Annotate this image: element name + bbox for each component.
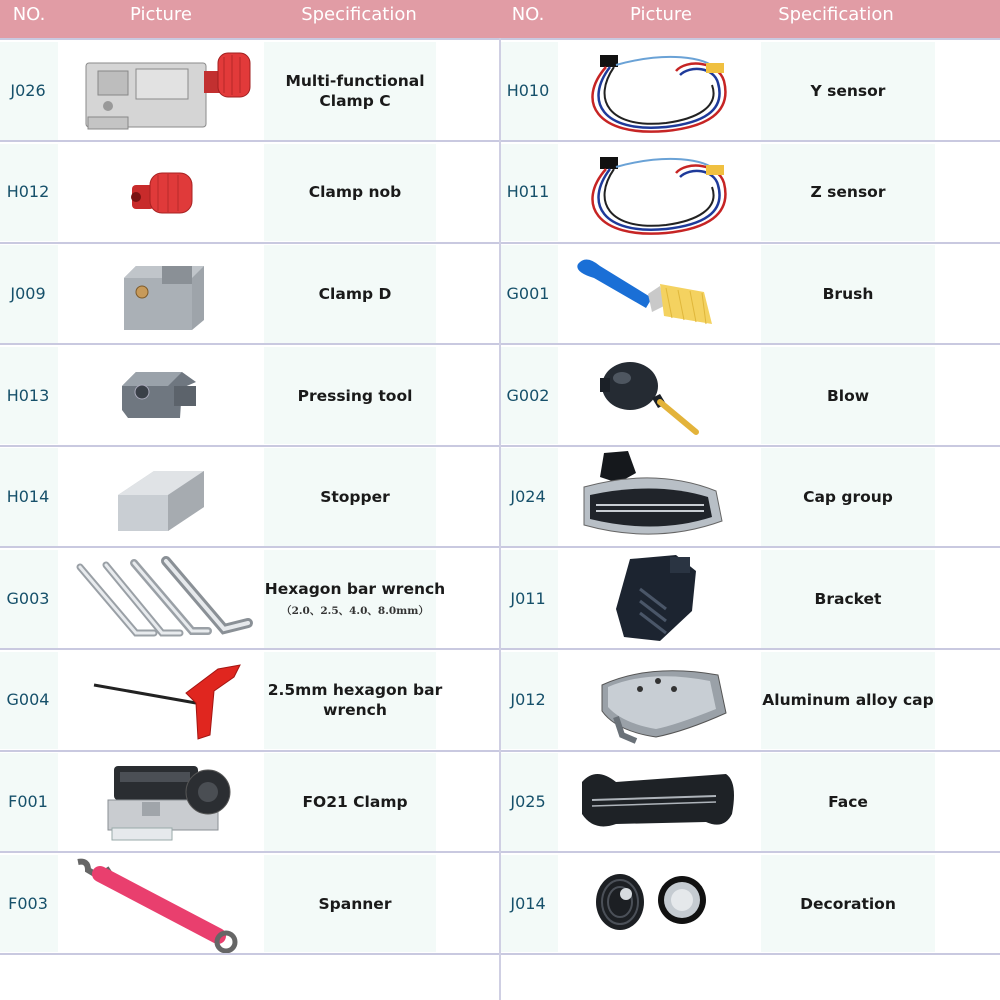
part-number: G003	[6, 588, 50, 608]
column-divider	[499, 38, 501, 1000]
specification-label: Face	[828, 792, 868, 811]
part-specification	[761, 144, 935, 242]
part-specification	[264, 245, 446, 343]
part-specification	[264, 448, 446, 546]
part-number: G002	[506, 385, 550, 405]
specification-label: Decoration	[800, 894, 896, 913]
part-number: J014	[510, 893, 546, 913]
part-number: J026	[10, 80, 46, 100]
part-number: F003	[8, 893, 48, 913]
part-number: H014	[6, 487, 50, 507]
part-number: J024	[510, 487, 546, 507]
part-specification	[761, 42, 935, 140]
spanner-icon	[58, 854, 263, 954]
specification-sizes: （2.0、2.5、4.0、8.0mm）	[281, 605, 429, 618]
part-specification	[264, 550, 446, 648]
specification-label: Clamp nob	[308, 183, 402, 202]
part-specification	[264, 855, 446, 953]
part-number: J009	[10, 284, 46, 303]
specification-label: Multi-functional Clamp C	[285, 71, 425, 110]
header-specification: Specification	[301, 4, 417, 25]
part-number: H012	[6, 182, 50, 202]
header-no: NO.	[12, 4, 46, 25]
header-specification-right: Specification	[778, 4, 894, 25]
clamp-block-icon	[58, 244, 263, 344]
specification-label: Stopper	[320, 488, 390, 507]
specification-label: Blow	[826, 386, 870, 405]
t-handle-wrench-icon	[58, 651, 263, 751]
part-specification	[264, 753, 446, 851]
part-number: J011	[510, 588, 546, 608]
part-specification	[761, 347, 935, 445]
header-picture-right: Picture	[630, 4, 692, 25]
specification-label: Clamp D	[318, 284, 392, 303]
part-specification	[761, 652, 935, 750]
stopper-icon	[58, 447, 263, 547]
part-specification	[761, 550, 935, 648]
brush-icon	[556, 244, 766, 344]
specification-label: Z sensor	[810, 183, 886, 202]
specification-label: Cap group	[803, 488, 893, 507]
decoration-icon	[556, 854, 766, 954]
specification-label: Hexagon bar wrench	[264, 580, 446, 599]
part-number: H010	[506, 80, 550, 100]
specification-label: Bracket	[814, 589, 882, 608]
clamp-knob-icon	[58, 143, 263, 243]
specification-label: Aluminum alloy cap	[762, 691, 934, 710]
specification-label: Brush	[822, 284, 874, 303]
part-number: H011	[506, 182, 550, 202]
hex-wrench-set-icon	[58, 549, 263, 649]
part-specification	[264, 347, 446, 445]
part-number: J025	[510, 792, 546, 811]
specification-label: 2.5mm hexagon bar wrench	[267, 681, 443, 720]
face-panel-icon	[556, 752, 766, 852]
aluminum-cap-icon	[556, 651, 766, 751]
header-no-right: NO.	[511, 4, 545, 25]
part-specification	[761, 855, 935, 953]
part-number: J012	[510, 690, 546, 710]
header-picture: Picture	[130, 4, 192, 25]
specification-label: FO21 Clamp	[302, 792, 408, 811]
part-specification	[761, 448, 935, 546]
specification-label: Pressing tool	[297, 386, 413, 405]
table-header	[0, 0, 1000, 38]
part-number: G001	[506, 284, 550, 303]
multi-functional-clamp-icon	[58, 41, 263, 141]
part-specification	[264, 652, 446, 750]
specification-label: Spanner	[318, 894, 392, 913]
part-number: G004	[6, 690, 50, 710]
part-specification	[761, 245, 935, 343]
part-specification	[264, 144, 446, 242]
bracket-icon	[556, 549, 766, 649]
specification-label: Y sensor	[810, 81, 886, 100]
pressing-tool-icon	[58, 346, 263, 446]
sensor-cable-icon	[556, 143, 766, 243]
cap-group-icon	[556, 447, 766, 547]
part-specification	[264, 42, 446, 140]
part-number: F001	[8, 792, 48, 811]
part-number: H013	[6, 385, 50, 405]
air-blower-icon	[556, 346, 766, 446]
sensor-cable-icon	[556, 41, 766, 141]
part-specification	[761, 753, 935, 851]
fo21-clamp-icon	[58, 752, 263, 852]
